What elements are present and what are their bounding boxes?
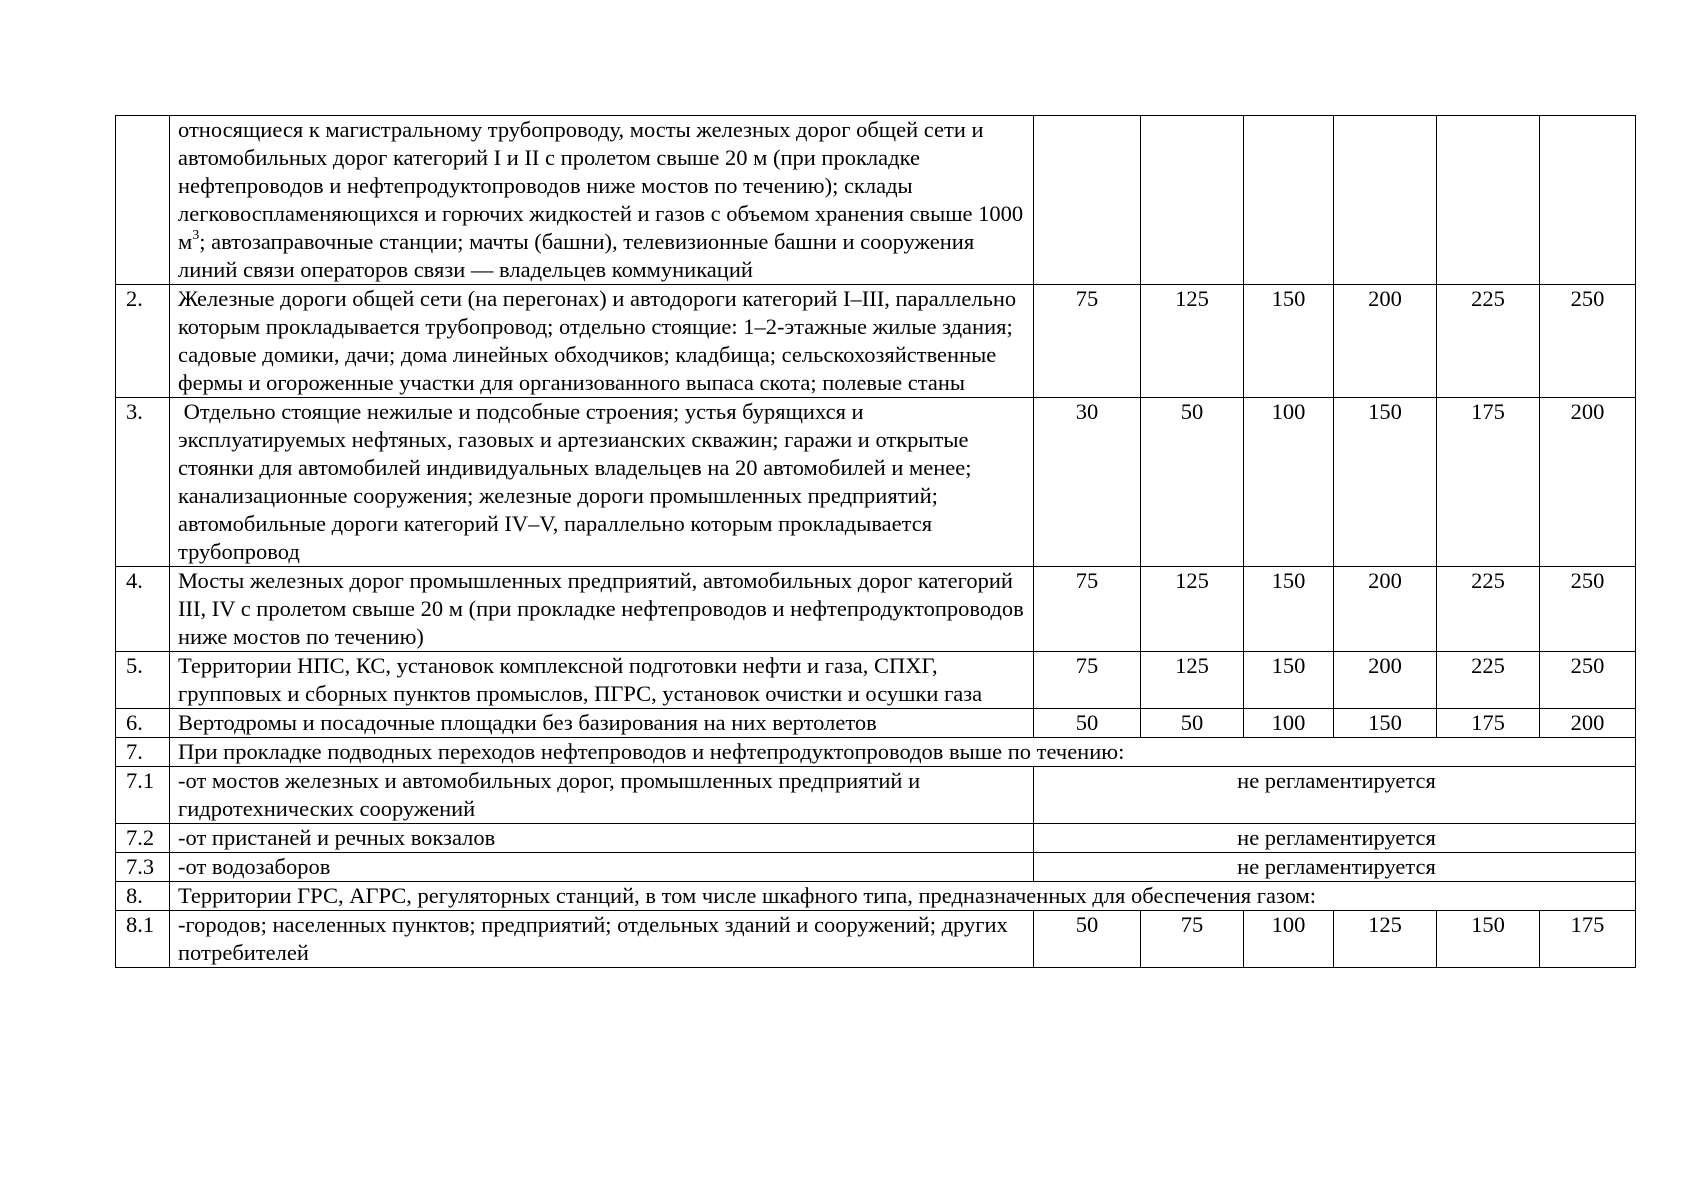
value-cell: 50 [1034,911,1141,968]
value-cell: 30 [1034,398,1141,567]
value-cell [1540,116,1636,285]
value-cell: 175 [1540,911,1636,968]
value-cell: 200 [1334,567,1437,652]
value-cell: 200 [1334,285,1437,398]
value-cell: 75 [1141,911,1244,968]
value-cell [1141,116,1244,285]
value-cell [1244,116,1334,285]
value-cell: 50 [1141,398,1244,567]
row-number: 7.1 [116,767,170,824]
value-cell: 75 [1034,567,1141,652]
value-cell: 200 [1540,398,1636,567]
row-number: 2. [116,285,170,398]
section-heading: Территории ГРС, АГРС, регуляторных станций, в том числе шкафного типа, предназначенных для обеспечения газом: [170,882,1636,911]
row-number: 8. [116,882,170,911]
table-row [116,853,1636,882]
value-cell: 175 [1437,709,1540,738]
value-cell: 50 [1034,709,1141,738]
row-description: Территории НПС, КС, установок комплексной подготовки нефти и газа, СПХГ, групповых и сборных пунктов промыслов, ПГРС, установок очистки и осушки газа [170,652,1034,709]
row-number: 7.2 [116,824,170,853]
superscript: 3 [192,227,200,243]
row-description: -от пристаней и речных вокзалов [170,824,1034,853]
table-row [116,882,1636,911]
row-number: 7.3 [116,853,170,882]
value-cell: 150 [1244,285,1334,398]
row-description: -от водозаборов [170,853,1034,882]
row-description: Мосты железных дорог промышленных предприятий, автомобильных дорог категорий III, IV с пролетом свыше 20 м (при прокладке нефтепроводов и нефтепродуктопроводов ниже мостов по течению) [170,567,1034,652]
value-cell: 125 [1334,911,1437,968]
value-cell: 200 [1334,652,1437,709]
table-row [116,709,1636,738]
row-description: -от мостов железных и автомобильных дорог, промышленных предприятий и гидротехнических сооружений [170,767,1034,824]
value-cell [1334,116,1437,285]
value-cell [1437,116,1540,285]
table-row [116,398,1636,567]
row-description: Железные дороги общей сети (на перегонах) и автодороги категорий I–III, параллельно которым прокладывается трубопровод; отдельно стоящие: 1–2-этажные жилые здания; садовые домики, дачи; дома линейных обходчиков; кладбища; сельскохозяйственные фермы и огороженные участки для организованного выпаса скота; полевые станы [170,285,1034,398]
not-regulated-cell: не регламентируется [1034,767,1636,824]
value-cell: 200 [1540,709,1636,738]
row-description: Отдельно стоящие нежилые и подсобные строения; устья бурящихся и эксплуатируемых нефтяных, газовых и артезианских скважин; гаражи и открытые стоянки для автомобилей индивидуальных владельцев на 20 автомобилей и менее; канализационные сооружения; железные дороги промышленных предприятий; автомобильные дороги категорий IV–V, параллельно которым прокладывается трубопровод [170,398,1034,567]
row-description-text: относящиеся к магистральному трубопроводу, мосты железных дорог общей сети и автомобильных дорог категорий I и II с пролетом свыше 20 м (при прокладке нефтепроводов и нефтепродуктопроводов ниже мостов по течению); склады легковоспламеняющихся и горючих жидкостей и газов с объемом хранения свыше 1000 м [178,117,1024,254]
row-number [116,116,170,285]
value-cell: 125 [1141,652,1244,709]
table-row [116,116,1636,285]
table-row [116,824,1636,853]
value-cell: 125 [1141,567,1244,652]
value-cell: 225 [1437,652,1540,709]
not-regulated-cell: не регламентируется [1034,853,1636,882]
table-row [116,767,1636,824]
value-cell: 100 [1244,709,1334,738]
table-row [116,285,1636,398]
row-number: 7. [116,738,170,767]
value-cell: 150 [1334,709,1437,738]
value-cell: 75 [1034,652,1141,709]
row-description [170,116,1034,285]
value-cell: 150 [1334,398,1437,567]
row-number: 5. [116,652,170,709]
value-cell: 250 [1540,285,1636,398]
not-regulated-cell: не регламентируется [1034,824,1636,853]
table-row [116,911,1636,968]
row-description-text-cont: ; автозаправочные станции; мачты (башни), телевизионные башни и сооружения линий связи операторов связи — владельцев коммуникаций [178,229,975,282]
value-cell: 225 [1437,285,1540,398]
value-cell: 125 [1141,285,1244,398]
row-number: 8.1 [116,911,170,968]
value-cell: 50 [1141,709,1244,738]
section-heading: При прокладке подводных переходов нефтепроводов и нефтепродуктопроводов выше по течению: [170,738,1636,767]
distance-table [115,115,1636,968]
row-number: 3. [116,398,170,567]
table-row [116,652,1636,709]
value-cell: 250 [1540,567,1636,652]
value-cell: 75 [1034,285,1141,398]
value-cell [1034,116,1141,285]
row-description: Вертодромы и посадочные площадки без базирования на них вертолетов [170,709,1034,738]
row-number: 4. [116,567,170,652]
row-number: 6. [116,709,170,738]
value-cell: 175 [1437,398,1540,567]
value-cell: 250 [1540,652,1636,709]
row-description: -городов; населенных пунктов; предприятий; отдельных зданий и сооружений; других потребителей [170,911,1034,968]
value-cell: 100 [1244,398,1334,567]
value-cell: 150 [1437,911,1540,968]
value-cell: 150 [1244,567,1334,652]
value-cell: 100 [1244,911,1334,968]
value-cell: 225 [1437,567,1540,652]
table-row [116,567,1636,652]
value-cell: 150 [1244,652,1334,709]
table-row [116,738,1636,767]
